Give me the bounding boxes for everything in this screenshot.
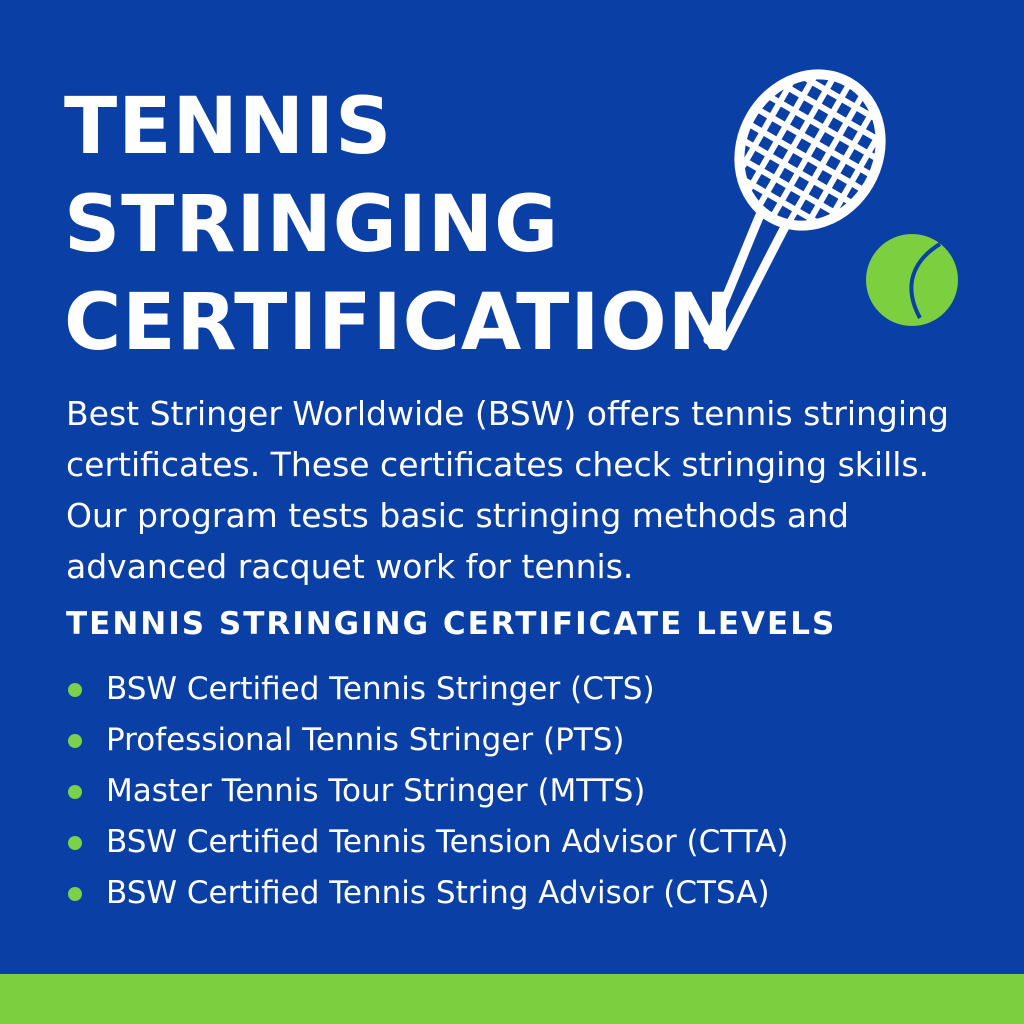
list-item [66, 766, 986, 817]
title-line-1: TENNIS [64, 82, 393, 172]
bullet-dot-icon [68, 887, 82, 901]
list-item [66, 664, 986, 715]
bullet-dot-icon [68, 683, 82, 697]
levels-list [66, 664, 986, 919]
page-title [64, 78, 734, 372]
list-item [66, 715, 986, 766]
list-item [66, 817, 986, 868]
list-item [66, 868, 986, 919]
bottom-accent-bar [0, 974, 1024, 1024]
levels-heading: TENNIS STRINGING CERTIFICATE LEVELS [66, 606, 837, 642]
level-label: Master Tennis Tour Stringer (MTTS) [106, 773, 646, 809]
tennis-ball-icon [862, 230, 962, 330]
title-line-3: CERTIFICATION [64, 278, 734, 368]
bullet-dot-icon [68, 785, 82, 799]
level-label: Professional Tennis Stringer (PTS) [106, 722, 625, 758]
title-line-2: STRINGING [64, 180, 560, 270]
level-label: BSW Certified Tennis Stringer (CTS) [106, 671, 655, 707]
bullet-dot-icon [68, 734, 82, 748]
intro-paragraph: Best Stringer Worldwide (BSW) offers tennis stringing certificates. These certificates check stringing skills. Our program tests basic stringing methods and advanced racquet work for tennis. [66, 394, 949, 586]
level-label: BSW Certified Tennis Tension Advisor (CTTA) [106, 824, 789, 860]
bullet-dot-icon [68, 836, 82, 850]
level-label: BSW Certified Tennis String Advisor (CTSA) [106, 875, 770, 911]
